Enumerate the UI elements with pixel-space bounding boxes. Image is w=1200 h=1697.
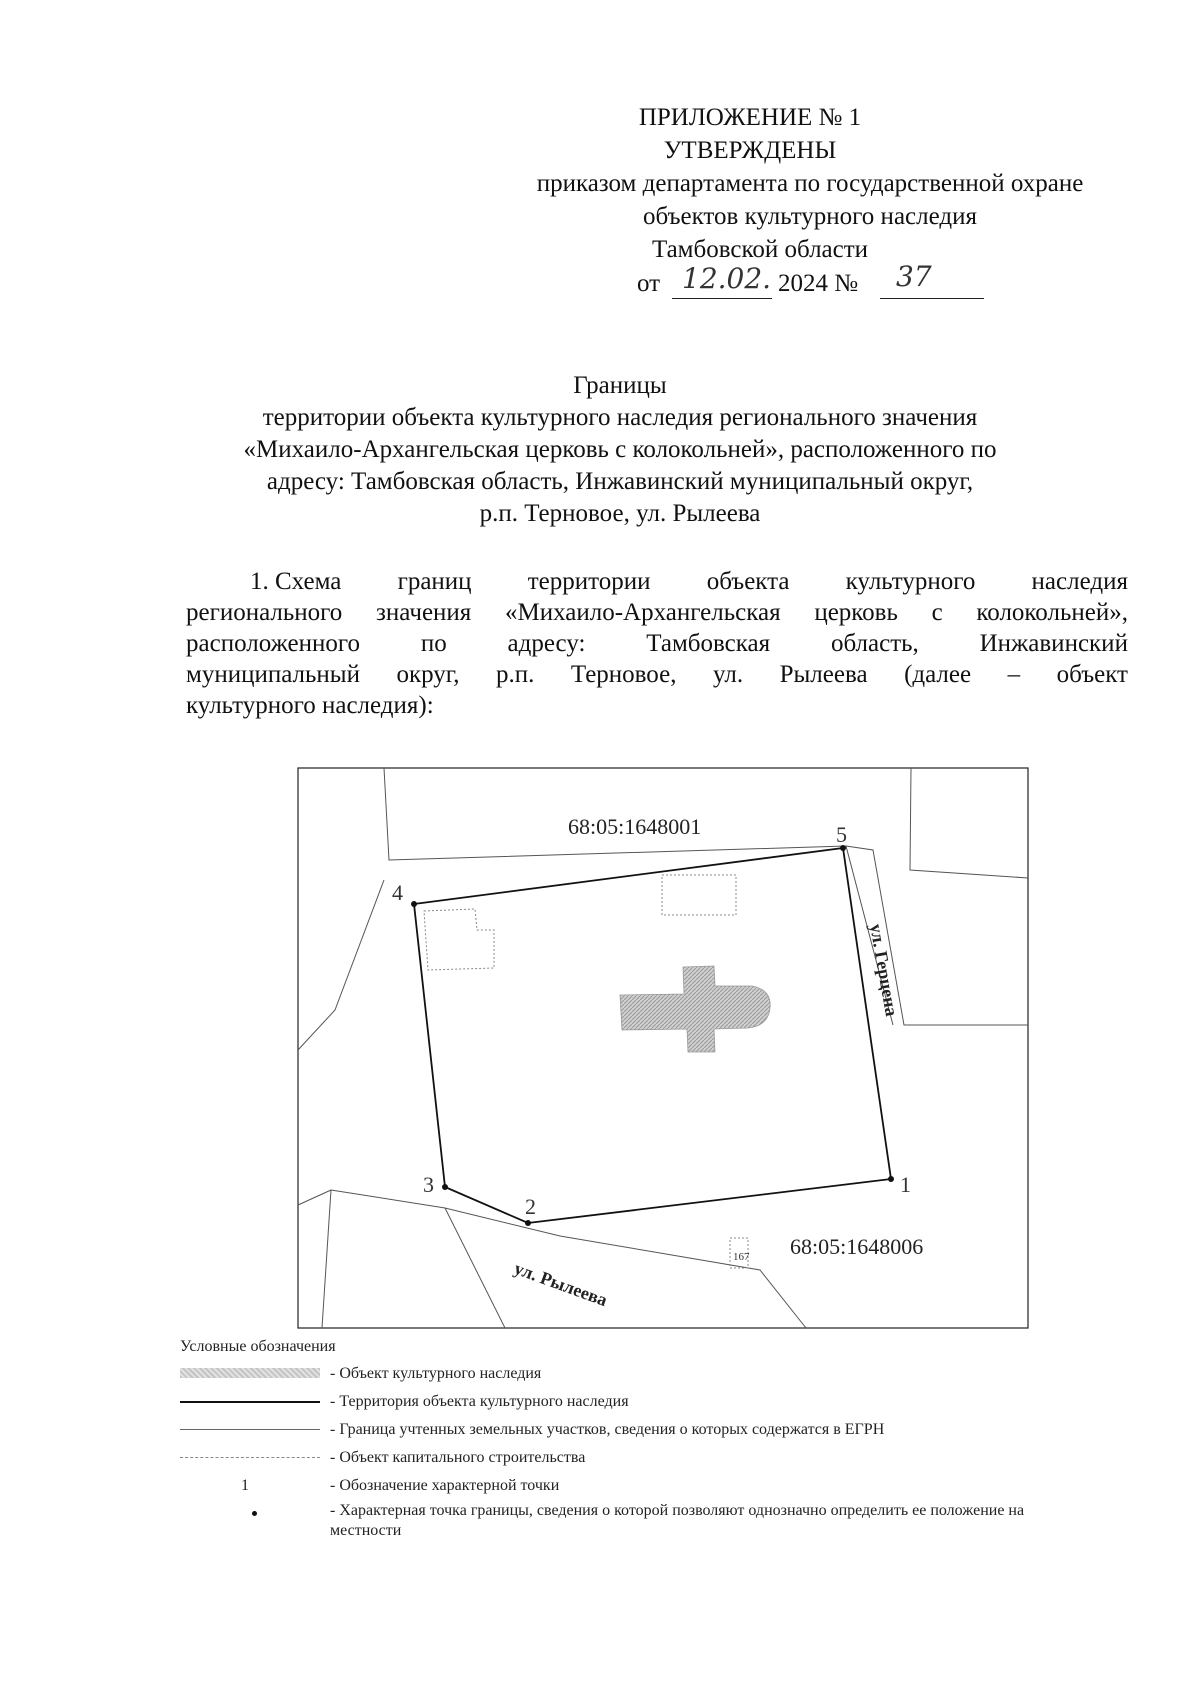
word: (далее — [904, 661, 972, 688]
word: объект — [1056, 661, 1128, 688]
word: наследия — [1031, 568, 1128, 595]
title-line-4: адресу: Тамбовская область, Инжавинский муниципальный округ, — [266, 468, 974, 495]
boundary-point — [411, 901, 417, 907]
street-label-gertsena: ул. Герцена — [866, 922, 902, 1018]
heritage-object — [620, 966, 770, 1052]
point-label-5: 5 — [836, 822, 847, 847]
legend-symbol-dotted-line — [180, 1448, 320, 1468]
capital-construction — [424, 875, 748, 1268]
legend-text: - Объект капитального строительства — [330, 1449, 586, 1466]
word: адресу: — [507, 630, 586, 657]
legend-symbol-number: 1 — [241, 1477, 249, 1494]
word: муниципальный — [186, 661, 360, 688]
point-label-2: 2 — [525, 1194, 536, 1219]
point-label-3: 3 — [423, 1172, 434, 1197]
year-label: 2024 № — [778, 270, 859, 297]
title-line-3: «Михаило-Архангельская церковь с колокольней», расположенного по — [243, 436, 997, 463]
word: регионального — [186, 599, 343, 626]
word: Тамбовская — [646, 630, 771, 657]
parcel-label-south: 68:05:1648006 — [790, 1234, 924, 1259]
parcel-label-north: 68:05:1648001 — [568, 814, 702, 839]
territory-boundary — [414, 848, 891, 1223]
legend-symbol-thin-line — [180, 1420, 320, 1440]
date-handwritten: 12.02. — [682, 262, 772, 295]
legend-title: Условные обозначения — [180, 1338, 336, 1355]
word: Инжавинский — [979, 630, 1128, 657]
boundary-point — [442, 1184, 448, 1190]
word: «Михаило-Архангельская — [505, 599, 781, 626]
word: Рылеева — [779, 661, 868, 688]
point-label-4: 4 — [392, 880, 403, 905]
word: ул. — [712, 661, 744, 688]
title-line-5: р.п. Терновое, ул. Рылеева — [479, 500, 761, 527]
order-line-1: приказом департамента по государственной охране — [536, 170, 1084, 197]
boundary-point — [888, 1176, 894, 1182]
boundary-point — [525, 1220, 531, 1226]
legend-text: - Территория объекта культурного наследия — [330, 1393, 629, 1410]
word: Терновое, — [570, 661, 677, 688]
title-line-2: территории объекта культурного наследия регионального значения — [262, 404, 978, 431]
legend-text: - Характерная точка границы, сведения о которой позволяют однозначно определить ее положение на местности — [330, 1502, 1025, 1539]
word: значения — [376, 599, 472, 626]
word: культурного наследия): — [186, 692, 434, 719]
characteristic-points — [411, 845, 894, 1226]
point-label-1: 1 — [900, 1172, 911, 1197]
number-handwritten: 37 — [896, 260, 932, 293]
legend-symbol-dot — [180, 1501, 320, 1521]
word: расположенного — [186, 630, 361, 657]
legend-symbol-hatched — [180, 1368, 320, 1378]
order-line-3: Тамбовской области — [651, 236, 869, 263]
legend-text: - Обозначение характерной точки — [330, 1477, 560, 1494]
word: объекта — [706, 568, 790, 595]
word: территории — [527, 568, 651, 595]
word: – — [1007, 661, 1021, 688]
word: колокольней», — [976, 599, 1128, 626]
order-line-2: объектов культурного наследия — [643, 203, 977, 230]
word: округ, — [396, 661, 460, 688]
house-number: 167 — [733, 1251, 750, 1263]
approved-label: УТВЕРЖДЕНЫ — [663, 137, 837, 164]
word: культурного — [845, 568, 976, 595]
legend-text: - Граница учтенных земельных участков, сведения о которых содержатся в ЕГРН — [330, 1421, 885, 1438]
appendix-label: ПРИЛОЖЕНИЕ № 1 — [638, 104, 862, 131]
legend-text: - Объект культурного наследия — [330, 1365, 542, 1382]
word: церковь — [814, 599, 898, 626]
title-line-1: Границы — [573, 372, 667, 399]
word: по — [420, 630, 447, 657]
street-label-ryleeva: ул. Рылеева — [511, 1257, 611, 1311]
word: 1. Схема — [250, 568, 342, 595]
word: область, — [830, 630, 919, 657]
word: с — [931, 599, 943, 626]
legend-symbol-thick-line — [180, 1392, 320, 1412]
word: р.п. — [495, 661, 535, 688]
word: границ — [397, 568, 472, 595]
date-prefix: от — [637, 270, 661, 297]
